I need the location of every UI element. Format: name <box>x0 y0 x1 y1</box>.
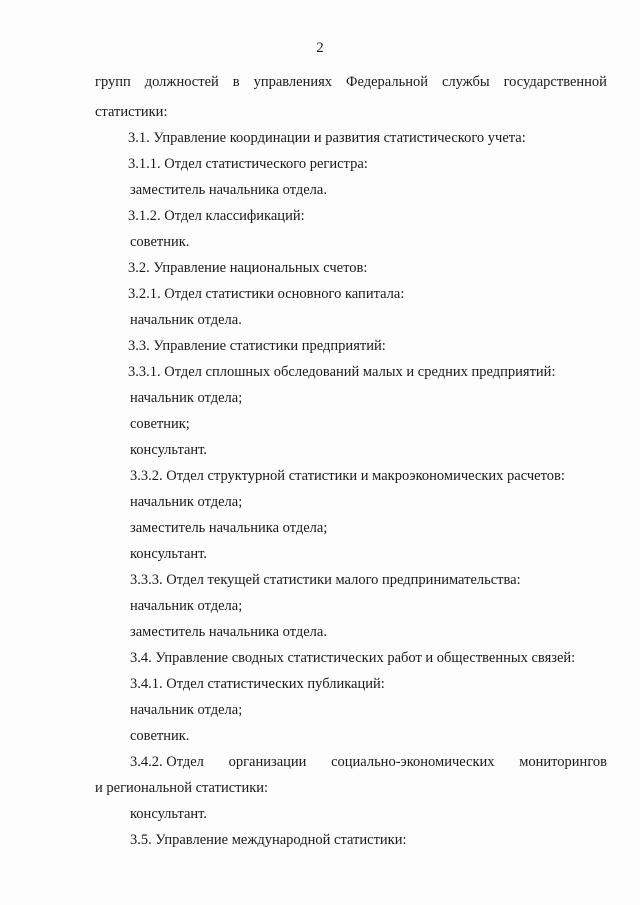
intro-line-1 <box>95 73 607 91</box>
section-3-2-1: 3.2.1. Отдел статистики основного капитала: <box>128 286 405 302</box>
position-item: советник. <box>130 234 190 250</box>
section-3-4-2-line-2: и региональной статистики: <box>95 780 269 796</box>
section-word: мониторингов <box>519 754 607 770</box>
section-word: социально-экономических <box>331 754 495 770</box>
position-item: консультант. <box>130 442 208 458</box>
position-item: консультант. <box>130 546 208 562</box>
position-item: начальник отдела; <box>130 390 243 406</box>
section-3-3-1: 3.3.1. Отдел сплошных обследований малых и средних предприятий: <box>128 364 556 380</box>
section-word: организации <box>228 754 307 770</box>
section-3-1: 3.1. Управление координации и развития статистического учета: <box>128 130 526 146</box>
position-item: заместитель начальника отдела; <box>130 520 328 536</box>
position-item: начальник отдела. <box>130 312 242 328</box>
intro-word: службы <box>441 74 490 90</box>
position-item: начальник отдела; <box>130 598 243 614</box>
section-3-2: 3.2. Управление национальных счетов: <box>128 260 368 276</box>
page-number: 2 <box>316 40 324 56</box>
position-item: советник; <box>130 416 190 432</box>
position-item: консультант. <box>130 806 208 822</box>
section-word: 3.4.2. Отдел <box>130 754 204 770</box>
intro-word: государственной <box>503 74 607 90</box>
section-3-1-1: 3.1.1. Отдел статистического регистра: <box>128 156 368 172</box>
position-item: советник. <box>130 728 190 744</box>
section-3-3-2: 3.3.2. Отдел структурной статистики и макроэкономических расчетов: <box>130 468 565 484</box>
position-item: заместитель начальника отдела. <box>130 182 327 198</box>
section-3-4-1: 3.4.1. Отдел статистических публикаций: <box>130 676 385 692</box>
position-item: начальник отдела; <box>130 494 243 510</box>
intro-line-2: статистики: <box>95 104 168 120</box>
section-3-5: 3.5. Управление международной статистики: <box>130 832 407 848</box>
section-3-3: 3.3. Управление статистики предприятий: <box>128 338 386 354</box>
section-3-3-3: 3.3.3. Отдел текущей статистики малого предпринимательства: <box>130 572 521 588</box>
section-3-1-2: 3.1.2. Отдел классификаций: <box>128 208 305 224</box>
intro-word: в <box>232 74 240 90</box>
section-3-4: 3.4. Управление сводных статистических работ и общественных связей: <box>130 650 576 666</box>
section-3-4-2-line-1 <box>130 753 607 771</box>
intro-word: управлениях <box>253 74 333 90</box>
position-item: заместитель начальника отдела. <box>130 624 327 640</box>
intro-word: должностей <box>144 74 219 90</box>
intro-word: групп <box>95 74 131 90</box>
intro-word: Федеральной <box>346 74 428 90</box>
position-item: начальник отдела; <box>130 702 243 718</box>
